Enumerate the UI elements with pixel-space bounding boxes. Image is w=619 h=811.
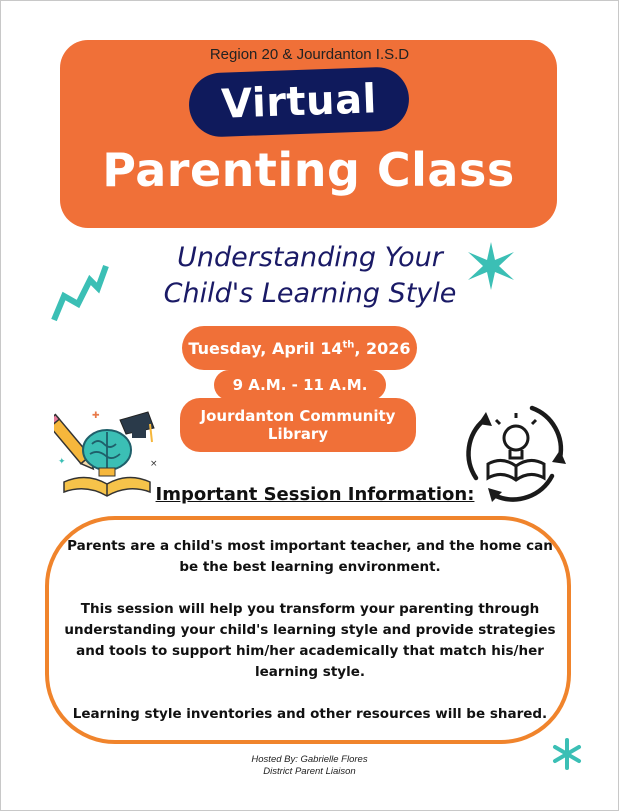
subtitle-line-2: Child's Learning Style bbox=[163, 278, 457, 309]
event-date: Tuesday, April 14 bbox=[188, 338, 343, 358]
brain-book-icon bbox=[54, 406, 160, 500]
time-pill bbox=[214, 370, 386, 400]
svg-text:✚: ✚ bbox=[92, 411, 100, 421]
virtual-label: Virtual bbox=[220, 76, 378, 128]
host-role: District Parent Liaison bbox=[263, 766, 356, 777]
date-pill bbox=[182, 326, 417, 370]
event-date-suffix: th bbox=[342, 339, 355, 351]
header-banner bbox=[60, 40, 557, 228]
section-heading: Important Session Information: bbox=[155, 484, 475, 505]
location-line-1: Jourdanton Community bbox=[200, 407, 396, 425]
info-text bbox=[60, 536, 560, 746]
info-paragraph-1: Parents are a child's most important teacher, and the home can be the best learning environment. bbox=[67, 538, 553, 575]
page-title: Parenting Class bbox=[102, 143, 515, 197]
virtual-badge bbox=[188, 66, 410, 138]
svg-text:×: × bbox=[150, 459, 158, 469]
info-paragraph-2: This session will help you transform your parenting through understanding your child's learning style and provide strategies and tools to support him/her academically that match his/her learning style. bbox=[64, 601, 556, 680]
footer bbox=[0, 754, 619, 778]
subtitle-line-1: Understanding Your bbox=[177, 242, 443, 273]
event-year: , 2026 bbox=[354, 338, 411, 358]
location-line-2: Library bbox=[267, 425, 329, 443]
svg-text:✦: ✦ bbox=[58, 457, 66, 467]
zigzag-icon bbox=[50, 262, 110, 324]
event-time: 9 A.M. - 11 A.M. bbox=[232, 376, 368, 394]
sparkle-star-icon bbox=[466, 242, 516, 290]
organizer-line: Region 20 & Jourdanton I.S.D bbox=[209, 46, 410, 63]
hosted-by: Hosted By: Gabrielle Flores bbox=[251, 754, 368, 765]
subtitle bbox=[110, 240, 510, 312]
info-paragraph-3: Learning style inventories and other resources will be shared. bbox=[72, 706, 548, 722]
location-pill bbox=[180, 398, 416, 452]
